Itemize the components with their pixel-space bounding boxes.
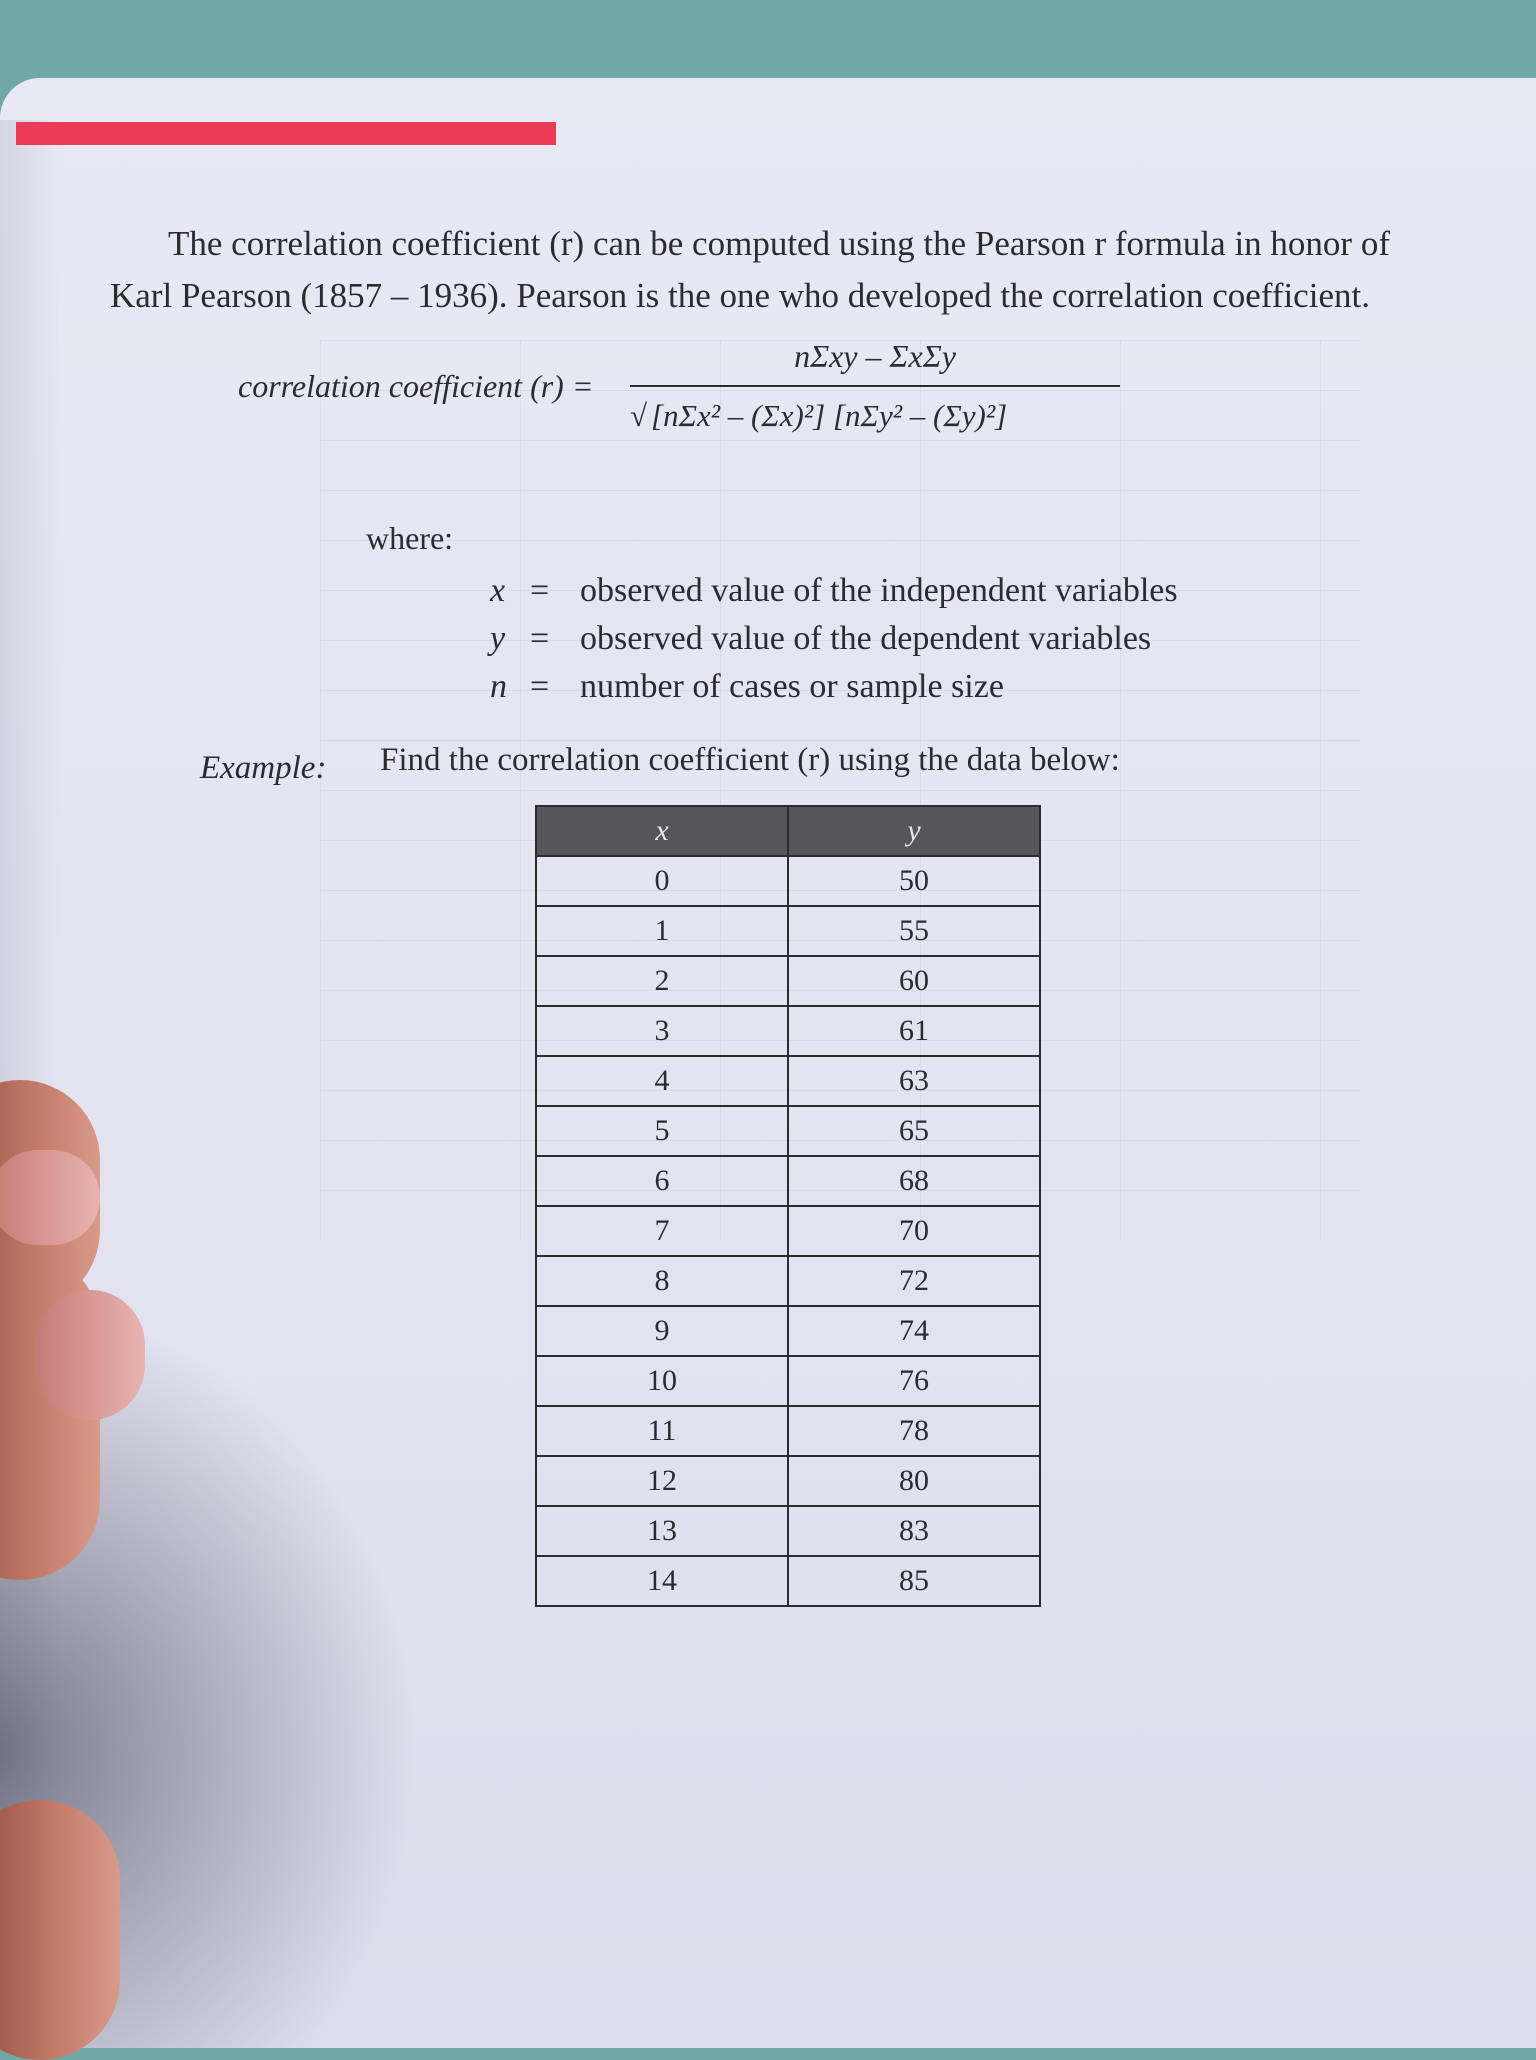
table-row xyxy=(536,1206,1040,1256)
cell-y: 61 xyxy=(788,1006,1040,1056)
table-row xyxy=(536,856,1040,906)
cell-y: 50 xyxy=(788,856,1040,906)
cell-x: 8 xyxy=(536,1256,788,1306)
fingernail-middle xyxy=(35,1290,145,1420)
table-row xyxy=(536,1456,1040,1506)
definition-eq: = xyxy=(530,572,550,609)
cell-y: 60 xyxy=(788,956,1040,1006)
finger-bottom xyxy=(0,1800,120,2060)
cell-x: 5 xyxy=(536,1106,788,1156)
formula-numerator: nΣxy – ΣxΣy xyxy=(794,338,956,374)
definition-eq: = xyxy=(530,620,550,657)
table-row xyxy=(536,1156,1040,1206)
definition-var: y xyxy=(490,620,506,657)
table-row xyxy=(536,1306,1040,1356)
table-row xyxy=(536,906,1040,956)
definition-var: x xyxy=(490,572,506,609)
table-row xyxy=(536,1356,1040,1406)
table-row xyxy=(536,1106,1040,1156)
cell-x: 13 xyxy=(536,1506,788,1556)
cell-y: 80 xyxy=(788,1456,1040,1506)
formula-label: correlation coefficient (r) = xyxy=(238,368,594,404)
cell-y: 55 xyxy=(788,906,1040,956)
cell-y: 76 xyxy=(788,1356,1040,1406)
definition-var: n xyxy=(490,668,507,705)
cell-y: 78 xyxy=(788,1406,1040,1456)
cell-x: 4 xyxy=(536,1056,788,1106)
cell-x: 12 xyxy=(536,1456,788,1506)
where-label: where: xyxy=(366,520,454,556)
formula-denominator-row xyxy=(630,398,1120,434)
definition-x xyxy=(490,572,1178,610)
pearson-formula xyxy=(238,338,1138,458)
cell-y: 83 xyxy=(788,1506,1040,1556)
definition-text: number of cases or sample size xyxy=(580,668,1004,705)
example-text: Find the correlation coefficient (r) using the data below: xyxy=(380,742,1120,778)
table-row xyxy=(536,1556,1040,1606)
cell-x: 3 xyxy=(536,1006,788,1056)
formula-denominator: [nΣx² – (Σx)²] [nΣy² – (Σy)²] xyxy=(651,398,1008,433)
cell-y: 65 xyxy=(788,1106,1040,1156)
red-header-bar xyxy=(16,122,556,145)
example-label: Example: xyxy=(200,750,327,786)
definition-text: observed value of the dependent variables xyxy=(580,620,1152,657)
table-row xyxy=(536,956,1040,1006)
cell-x: 11 xyxy=(536,1406,788,1456)
definition-y xyxy=(490,620,1151,658)
intro-paragraph xyxy=(110,218,1430,322)
cell-x: 2 xyxy=(536,956,788,1006)
data-table xyxy=(535,805,1041,1607)
cell-x: 6 xyxy=(536,1156,788,1206)
cell-y: 70 xyxy=(788,1206,1040,1256)
cell-y: 68 xyxy=(788,1156,1040,1206)
cell-x: 9 xyxy=(536,1306,788,1356)
definition-text: observed value of the independent variables xyxy=(580,572,1178,609)
table-row xyxy=(536,1406,1040,1456)
fingernail-top xyxy=(0,1150,100,1245)
table-row xyxy=(536,1056,1040,1106)
column-header-x: x xyxy=(536,806,788,856)
fraction-bar xyxy=(630,385,1120,387)
intro-line-2: Karl Pearson (1857 – 1936). Pearson is the one who developed the correlation coefficient. xyxy=(110,276,1370,315)
cell-x: 14 xyxy=(536,1556,788,1606)
cell-x: 1 xyxy=(536,906,788,956)
cell-y: 85 xyxy=(788,1556,1040,1606)
intro-line-1: The correlation coefficient (r) can be computed using the Pearson r formula in honor of xyxy=(168,224,1390,263)
column-header-y: y xyxy=(788,806,1040,856)
cell-x: 10 xyxy=(536,1356,788,1406)
cell-y: 63 xyxy=(788,1056,1040,1106)
definition-eq: = xyxy=(530,668,550,705)
cell-x: 7 xyxy=(536,1206,788,1256)
table-header-row xyxy=(536,806,1040,856)
table-row xyxy=(536,1506,1040,1556)
cell-y: 74 xyxy=(788,1306,1040,1356)
table-row xyxy=(536,1256,1040,1306)
definition-n xyxy=(490,668,1004,706)
cell-y: 72 xyxy=(788,1256,1040,1306)
cell-x: 0 xyxy=(536,856,788,906)
table-row xyxy=(536,1006,1040,1056)
square-root-icon: √ xyxy=(630,398,648,433)
